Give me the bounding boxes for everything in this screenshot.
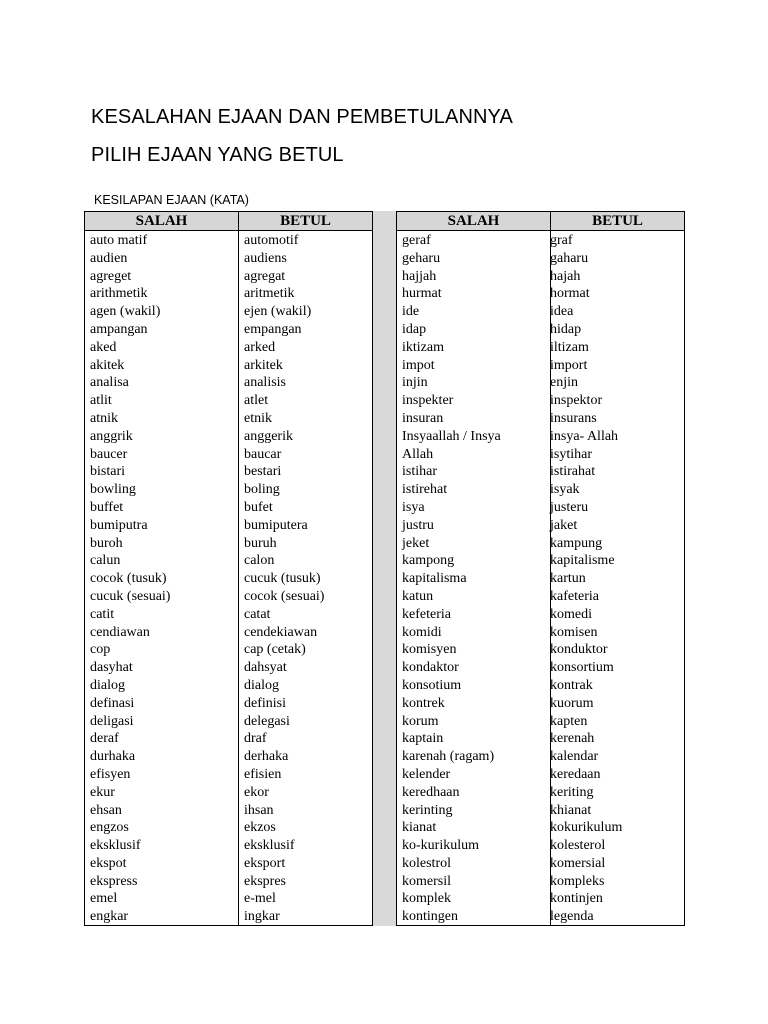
table-cell: komisen <box>550 624 598 640</box>
table-cell: graf <box>550 233 573 248</box>
table-cell: ekur <box>90 784 115 800</box>
table-cell: dasyhat <box>90 660 133 676</box>
table-cell: engkar <box>90 909 129 925</box>
table-cell: dialog <box>244 677 279 693</box>
header-betul: BETUL <box>592 213 643 229</box>
table-cell: audien <box>90 250 128 266</box>
table-cell: buffet <box>90 499 124 515</box>
table-cell: durhaka <box>90 749 136 765</box>
table-cell: komisyen <box>402 642 457 658</box>
table-cell: ekspres <box>244 873 286 889</box>
table-header <box>85 212 372 231</box>
table-cell: buruh <box>244 535 277 551</box>
table-cell: ekspot <box>90 855 127 871</box>
table-cell: deligasi <box>90 713 134 729</box>
table-cell: injin <box>402 375 428 391</box>
table-cell: ko-kurikulum <box>402 838 479 854</box>
table-cell: aked <box>90 339 117 355</box>
table-cell: inspekter <box>402 393 454 409</box>
table-cell: kontrek <box>402 695 445 711</box>
table-cell: efisien <box>244 766 282 782</box>
table-cell: kampung <box>550 535 603 551</box>
table-cell: catit <box>90 606 115 622</box>
table-cell: isytihar <box>550 446 592 462</box>
table-cell: kondaktor <box>402 660 459 676</box>
table-cell: engzos <box>90 820 129 836</box>
table-cell: kapitalisme <box>550 553 615 569</box>
table-cell: calon <box>244 553 275 569</box>
table-cell: atlit <box>90 393 112 409</box>
table-cell: hajjah <box>402 268 437 284</box>
table-cell: legenda <box>550 909 594 925</box>
table-cell: khianat <box>550 802 592 818</box>
table-cell: bowling <box>90 482 136 498</box>
table-cell: kampong <box>402 553 455 569</box>
table-cell: komidi <box>402 624 442 640</box>
page-subtitle: PILIH EJAAN YANG BETUL <box>91 144 344 166</box>
table-cell: impot <box>402 357 435 373</box>
table-cell: kafeteria <box>550 588 599 604</box>
table-cell: kapten <box>550 713 588 729</box>
table-cell: arkitek <box>244 357 283 373</box>
table-cell: kontrak <box>550 677 593 693</box>
table-cell: bistari <box>90 464 125 480</box>
table-cell: derhaka <box>244 749 289 765</box>
table-cell: dialog <box>90 677 125 693</box>
table-cell: jaket <box>550 517 578 533</box>
table-cell: iktizam <box>402 339 444 355</box>
table-cell: kontinjen <box>550 891 603 907</box>
table-cell: anggrik <box>90 428 133 444</box>
table-cell: ehsan <box>90 802 122 818</box>
table-cell: kalendar <box>550 749 599 765</box>
table-cell: kianat <box>402 820 437 836</box>
table-cell: agregat <box>244 268 286 284</box>
table-cell: geharu <box>402 250 441 266</box>
table-cell: bumiputra <box>90 517 148 533</box>
table-gutter <box>373 211 396 926</box>
table-cell: boling <box>244 482 280 498</box>
table-cell: kapitalisma <box>402 571 467 587</box>
table-cell: calun <box>90 553 121 569</box>
table-cell: konduktor <box>550 642 608 658</box>
table-cell: ihsan <box>244 802 274 818</box>
table-cell: bufet <box>244 499 273 515</box>
table-cell: kompleks <box>550 873 605 889</box>
table-cell: komersil <box>402 873 451 889</box>
table-cell: kelender <box>402 766 451 782</box>
table-cell: isya <box>402 499 425 515</box>
table-cell: jeket <box>402 535 430 551</box>
table-cell: kolesterol <box>550 838 606 854</box>
table-cell: bestari <box>244 464 282 480</box>
table-cell: ekor <box>244 784 269 800</box>
table-cell: etnik <box>244 410 272 426</box>
table-cell: kaptain <box>402 731 444 747</box>
table-cell: arithmetik <box>90 286 148 302</box>
header-salah: SALAH <box>447 213 500 229</box>
table-cell: ampangan <box>90 321 148 337</box>
table-cell: komedi <box>550 606 592 622</box>
table-cell: draf <box>244 731 267 747</box>
table-cell: insya- Allah <box>550 428 619 444</box>
column-salah <box>90 232 170 926</box>
table-cell: baucar <box>244 446 282 462</box>
table-cell: atnik <box>90 410 118 426</box>
table-cell: idea <box>550 304 574 320</box>
table-cell: iltizam <box>550 339 589 355</box>
table-cell: cocok (tusuk) <box>90 571 167 587</box>
table-header <box>397 212 684 231</box>
column-salah <box>402 232 501 926</box>
table-cell: cendekiawan <box>244 624 318 640</box>
table-cell: aritmetik <box>244 286 295 302</box>
table-cell: arked <box>244 339 276 355</box>
table-cell: konsortium <box>550 660 614 676</box>
table-cell: isyak <box>550 482 580 498</box>
table-cell: kerinting <box>402 802 453 818</box>
column-betul <box>550 232 622 926</box>
table-cell: kolestrol <box>402 855 451 871</box>
table-cell: konsotium <box>402 677 462 693</box>
table-cell: Insyaallah / Insya <box>402 428 501 444</box>
column-betul <box>244 232 324 926</box>
table-cell: keredhaan <box>402 784 460 800</box>
page-title: KESALAHAN EJAAN DAN PEMBETULANNYA <box>91 106 513 128</box>
table-cell: efisyen <box>90 766 131 782</box>
table-cell: inspektor <box>550 393 603 409</box>
table-cell: karenah (ragam) <box>402 749 495 765</box>
header-salah: SALAH <box>135 213 188 229</box>
table-cell: baucer <box>90 446 128 462</box>
table-cell: keredaan <box>550 766 601 782</box>
table-cell: hajah <box>550 268 581 284</box>
table-cell: istirahat <box>550 464 596 480</box>
table-cell: hurmat <box>402 286 442 302</box>
table-cell: kokurikulum <box>550 820 623 836</box>
table-cell: ekzos <box>244 820 276 836</box>
table-cell: definasi <box>90 695 135 711</box>
table-cell: agen (wakil) <box>90 304 161 320</box>
table-cell: idap <box>402 321 427 337</box>
table-cell: buroh <box>90 535 123 551</box>
table-cell: justru <box>402 517 434 533</box>
table-cell: geraf <box>402 233 431 248</box>
table-cell: import <box>550 357 588 373</box>
table-cell: ejen (wakil) <box>244 304 312 320</box>
table-cell: katun <box>402 588 434 604</box>
table-cell: ekspress <box>90 873 138 889</box>
table-cell: cendiawan <box>90 624 150 640</box>
table-cell: enjin <box>550 375 578 391</box>
table-cell: kerenah <box>550 731 595 747</box>
table-cell: agreget <box>90 268 132 284</box>
table-cell: insurans <box>550 410 597 426</box>
table-cell: justeru <box>550 499 589 515</box>
table-cell: anggerik <box>244 428 293 444</box>
table-cell: kefeteria <box>402 606 451 622</box>
table-cell: insuran <box>402 410 444 426</box>
table-cell: emel <box>90 891 118 907</box>
table-cell: ide <box>402 304 420 320</box>
table-cell: cucuk (tusuk) <box>244 571 321 587</box>
table-cell: cap (cetak) <box>244 642 306 658</box>
table-cell: hormat <box>550 286 590 302</box>
table-cell: kuorum <box>550 695 594 711</box>
table-cell: empangan <box>244 321 302 337</box>
table-cell: auto matif <box>90 233 148 248</box>
table-cell: eksklusif <box>244 838 295 854</box>
table-cell: ingkar <box>244 909 280 925</box>
table-cell: catat <box>244 606 271 622</box>
table-cell: eksport <box>244 855 286 871</box>
table-cell: komplek <box>402 891 451 907</box>
table-cell: e-mel <box>244 891 276 907</box>
table-cell: Allah <box>402 446 434 462</box>
table-cell: cucuk (sesuai) <box>90 588 171 604</box>
table-cell: deraf <box>90 731 119 747</box>
table-cell: delegasi <box>244 713 290 729</box>
spelling-table-right <box>396 211 685 926</box>
table-cell: komersial <box>550 855 606 871</box>
column-divider <box>238 212 239 925</box>
table-caption: KESILAPAN EJAAN (KATA) <box>94 193 249 207</box>
spelling-table-left <box>84 211 373 926</box>
table-cell: kartun <box>550 571 586 587</box>
table-cell: gaharu <box>550 250 589 266</box>
table-cell: kontingen <box>402 909 458 925</box>
table-cell: cop <box>90 642 111 658</box>
table-cell: atlet <box>244 393 269 409</box>
table-cell: automotif <box>244 233 299 248</box>
table-cell: eksklusif <box>90 838 141 854</box>
table-cell: akitek <box>90 357 125 373</box>
table-cell: dahsyat <box>244 660 287 676</box>
table-cell: keriting <box>550 784 594 800</box>
table-cell: definisi <box>244 695 286 711</box>
table-cell: korum <box>402 713 439 729</box>
table-cell: istirehat <box>402 482 448 498</box>
table-cell: istihar <box>402 464 437 480</box>
table-cell: hidap <box>550 321 582 337</box>
table-cell: bumiputera <box>244 517 308 533</box>
table-cell: cocok (sesuai) <box>244 588 325 604</box>
table-cell: analisis <box>244 375 286 391</box>
table-cell: audiens <box>244 250 287 266</box>
header-betul: BETUL <box>280 213 331 229</box>
table-cell: analisa <box>90 375 129 391</box>
